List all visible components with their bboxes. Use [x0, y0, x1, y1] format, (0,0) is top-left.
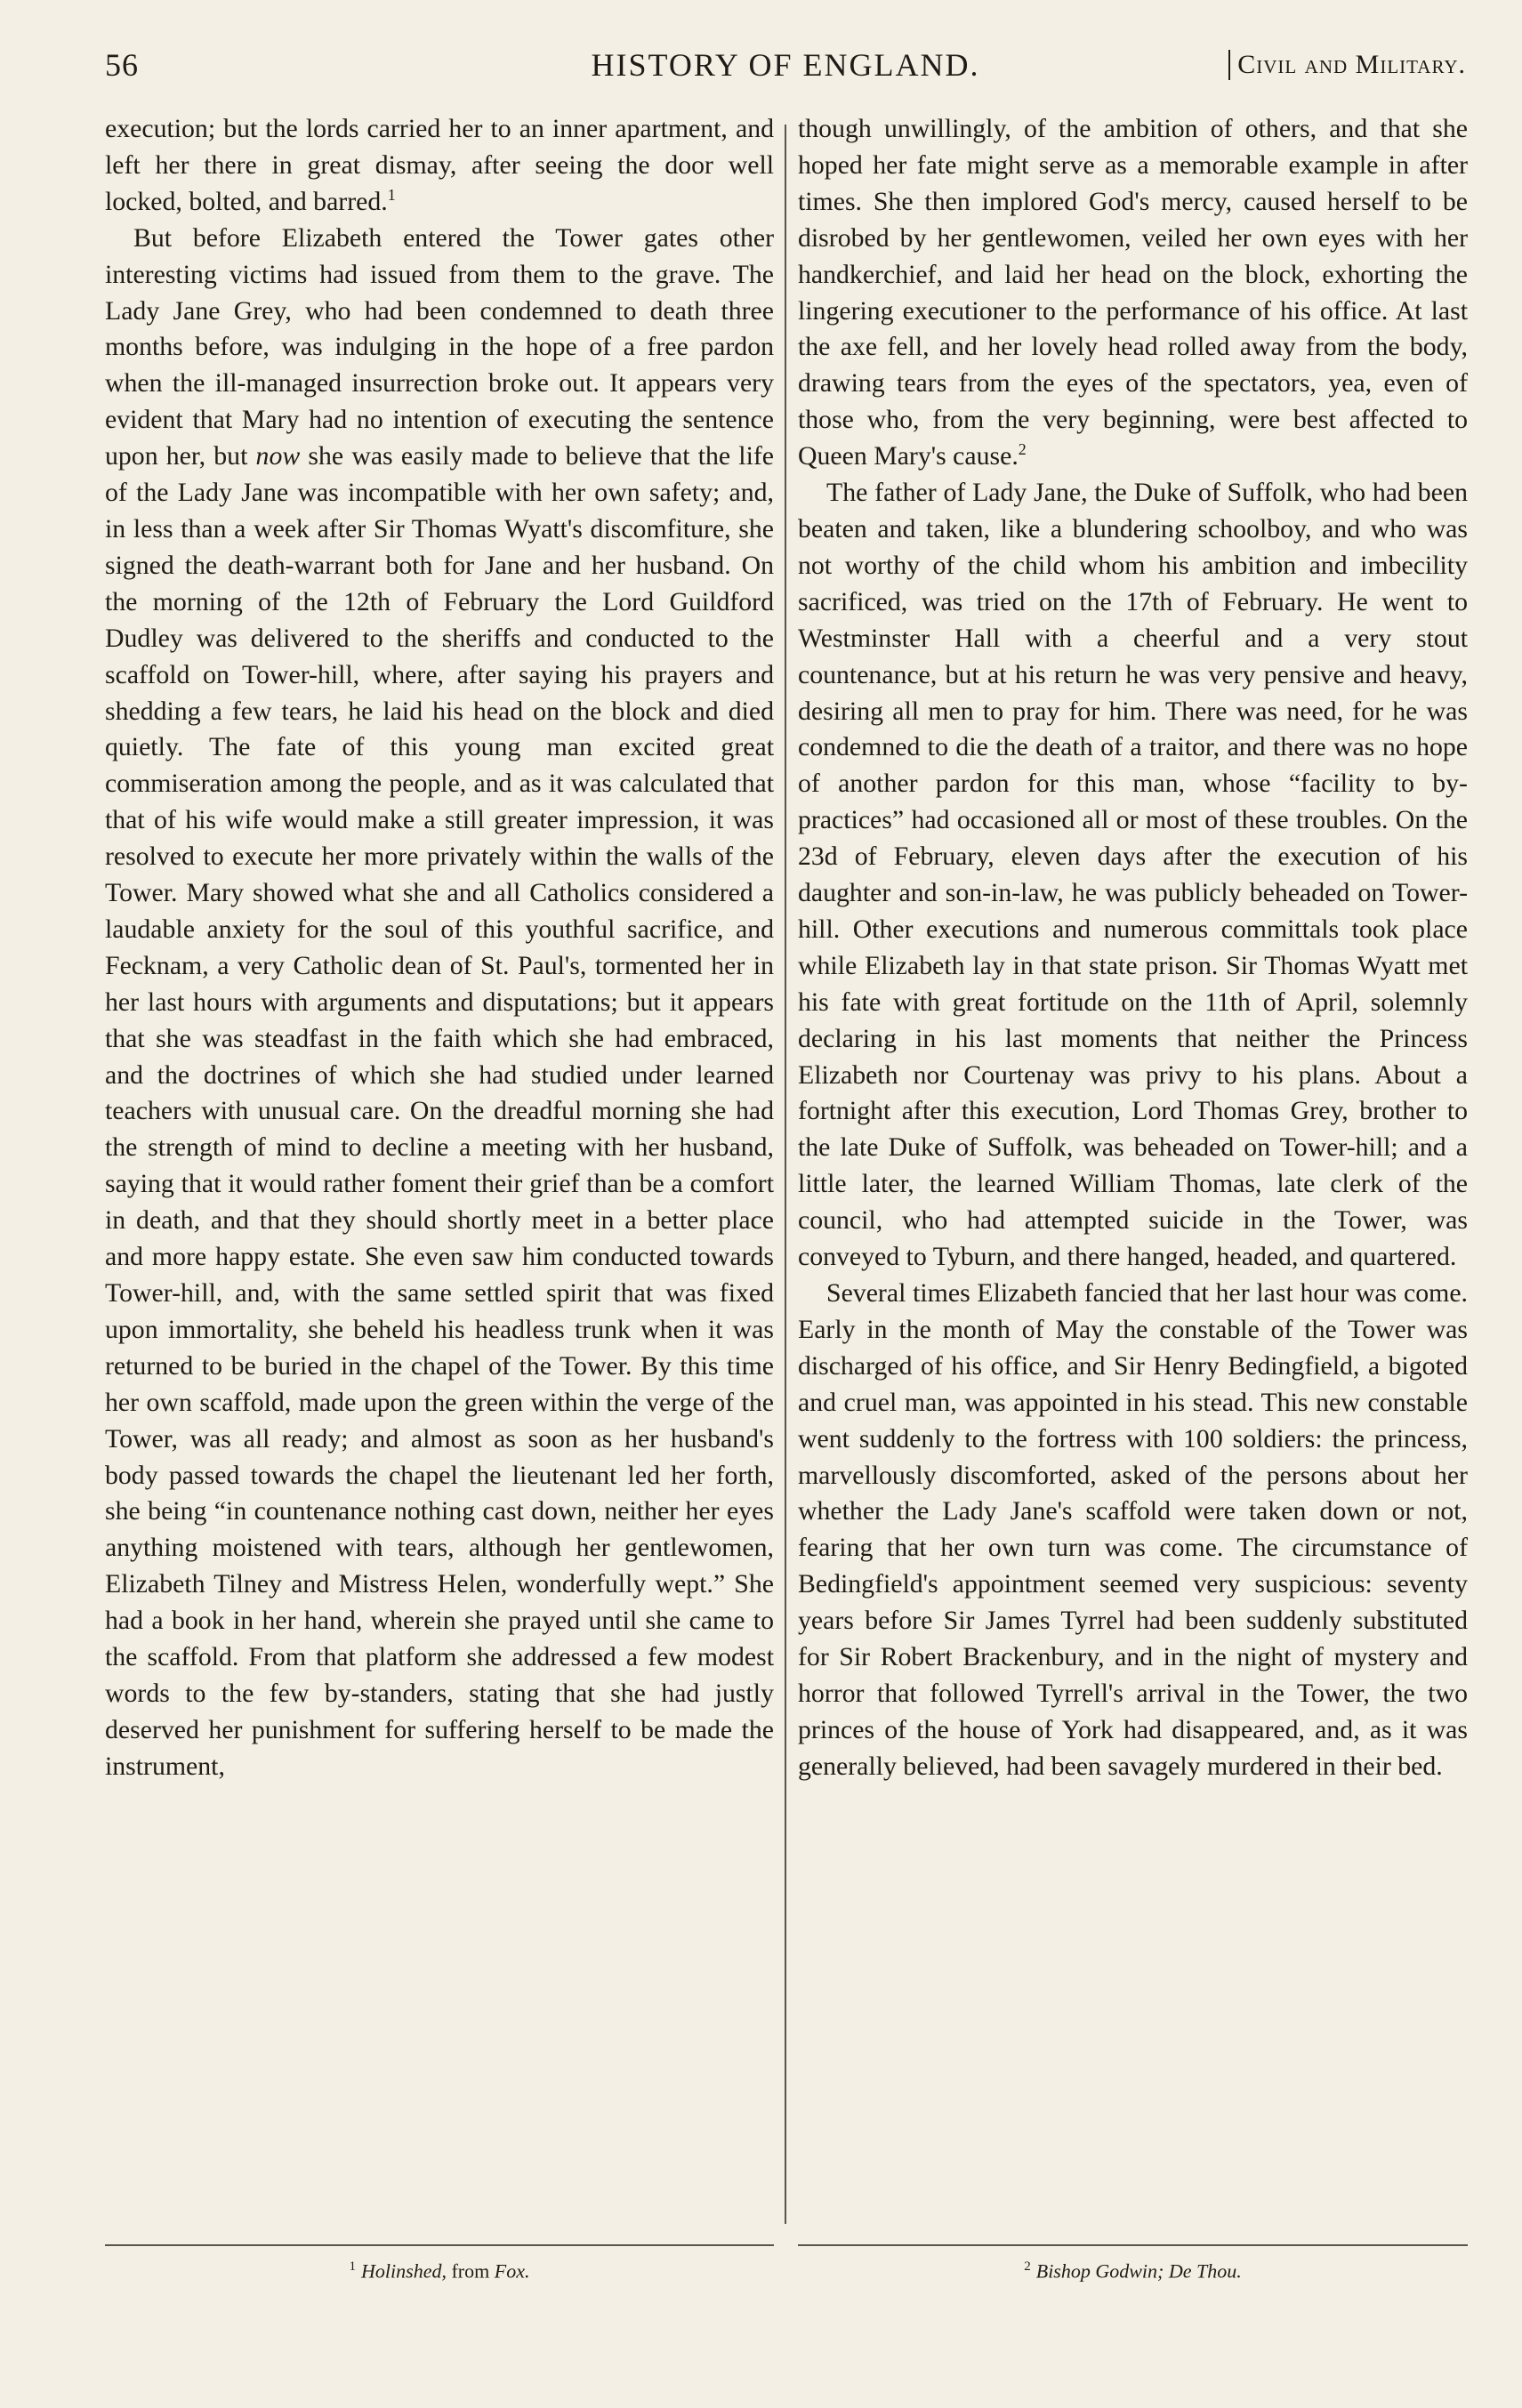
paragraph — [798, 111, 1468, 475]
page-number: 56 — [105, 47, 139, 83]
footnote-rule — [798, 2244, 1468, 2246]
footnote-ref: 1 — [387, 185, 396, 204]
footnote-rule — [105, 2244, 774, 2246]
footnote-text: Bishop Godwin; De Thou. — [1035, 2259, 1242, 2283]
paragraph-text: execution; but the lords carried her to an inner apartment, and left her there in great dismay, after seeing the door well locked, bolted, and barred. — [105, 114, 774, 216]
footnote-2 — [798, 2259, 1468, 2283]
footnote-marker: 2 — [1024, 2259, 1031, 2274]
footnote-source: Holinshed, — [361, 2259, 447, 2283]
footnote-text: from — [446, 2259, 495, 2283]
paragraph-text: But before Elizabeth entered the Tower gates other interesting victims had issued from them to the grave. The Lady Jane Grey, who had been condemned to death three months before, was indulging in the hope of a free pardon when the ill-managed insurrection broke out. It appears very evident that Mary had no intention of executing the sentence upon her, but — [105, 222, 774, 471]
footnote-origin: Fox. — [494, 2259, 530, 2283]
paragraph-text: though unwillingly, of the ambition of others, and that she hoped her fate might serve as a memorable example in after times. She then implored God's mercy, caused herself to be disrobed by her gentlewomen, veiled her own eyes with her handkerchief, and laid her head on the block, exhorting the lingering executioner to the performance of his office. At last the axe fell, and her lovely head rolled away from the body, drawing tears from the eyes of the spectators, yea, even of those who, from the very beginning, were best affected to Queen Mary's cause. — [798, 114, 1468, 471]
emphasis-text: now — [255, 441, 301, 471]
running-head — [105, 46, 1466, 91]
right-column — [798, 111, 1468, 2233]
footnote-marker: 1 — [349, 2259, 357, 2274]
paragraph — [105, 111, 774, 221]
column-divider — [785, 125, 786, 2224]
paragraph: The father of Lady Jane, the Duke of Suffolk, who had been beaten and taken, like a blundering schoolboy, and who was not worthy of the child whom his ambition and imbecility sacrificed, was tried on the 17th of February. He went to Westminster Hall with a cheerful and a very stout countenance, but at his return he was very pensive and heavy, desiring all men to pray for him. There was need, for he was condemned to die the death of a traitor, and there was no hope of another pardon for this man, whose “facility to by-practices” had occasioned all or most of these troubles. On the 23d of February, eleven days after the execution of his daughter and son-in-law, he was publicly beheaded on Tower-hill. Other executions and numerous committals took place while Elizabeth lay in that state prison. Sir Thomas Wyatt met his fate with great fortitude on the 11th of April, solemnly declaring in his last moments that neither the Princess Elizabeth nor Courtenay was privy to his plans. About a fortnight after this execution, Lord Thomas Grey, brother to the late Duke of Suffolk, was beheaded on Tower-hill; and a little later, the learned William Thomas, late clerk of the council, who had attempted suicide in the Tower, was conveyed to Tyburn, and there hanged, headed, and quartered. — [798, 478, 1468, 1272]
footnote-ref: 2 — [1018, 440, 1027, 459]
running-title: HISTORY OF ENGLAND. — [591, 47, 980, 83]
paragraph-text: she was easily made to believe that the life of the Lady Jane was incompatible with her own safety; and, in less than a week after Sir Thomas Wyatt's discomfiture, she signed the death-warrant both for Jane and her husband. On the morning of the 12th of February the Lord Guildford Dudley was delivered to the sheriffs and conducted to the scaffold on Tower-hill, where, after saying his prayers and shedding a few tears, he laid his head on the block and died quietly. The fate of this young man excited great commiseration among the people, and as it was calculated that that of his wife would make a still greater impression, it was resolved to execute her more privately within the walls of the Tower. Mary showed what she and all Catholics considered a laudable anxiety for the soul of this youthful sacrifice, and Fecknam, a very Catholic dean of St. Paul's, tormented her in her last hours with arguments and disputations; but it appears that she was steadfast in the faith which she had embraced, and the doctrines of which she had studied under learned teachers with unusual care. On the dreadful morning she had the strength of mind to decline a meeting with her husband, saying that it would rather foment their grief than be a comfort in death, and that they should shortly meet in a better place and more happy estate. She even saw him conducted towards Tower-hill, and, with the same settled spirit that was fixed upon immortality, she beheld his headless trunk when it was returned to be buried in the chapel of the Tower. By this time her own scaffold, made upon the green within the verge of the Tower, was all ready; and almost as soon as her husband's body passed towards the chapel the lieutenant led her forth, she being “in countenance nothing cast down, neither her eyes anything moistened with tears, although her gentlewomen, Elizabeth Tilney and Mistress Helen, wonderfully wept.” She had a book in her hand, wherein she prayed until she came to the scaffold. From that platform she addressed a few modest words to the few by-standers, stating that she had justly deserved her punishment for suffering herself to be made the instrument, — [105, 441, 774, 1781]
paragraph: Several times Elizabeth fancied that her last hour was come. Early in the month of May the constable of the Tower was discharged of his office, and Sir Henry Bedingfield, a bigoted and cruel man, was appointed in his stead. This new constable went suddenly to the fortress with 100 soldiers: the princess, marvellously discomforted, asked of the persons about her whether the Lady Jane's scaffold were taken down or not, fearing that her own turn was come. The circumstance of Bedingfield's appointment seemed very suspicious: seventy years before Sir James Tyrrel had been suddenly substituted for Sir Robert Brackenbury, and in the night of mystery and horror that followed Tyrrell's arrival in the Tower, the two princes of the house of York had disappeared, and, as it was generally believed, had been savagely murdered in their bed. — [798, 1278, 1468, 1781]
paragraph — [105, 221, 774, 1785]
footnote-1 — [105, 2259, 774, 2283]
section-title: Civil and Military. — [1228, 50, 1466, 80]
left-column — [105, 111, 774, 2233]
